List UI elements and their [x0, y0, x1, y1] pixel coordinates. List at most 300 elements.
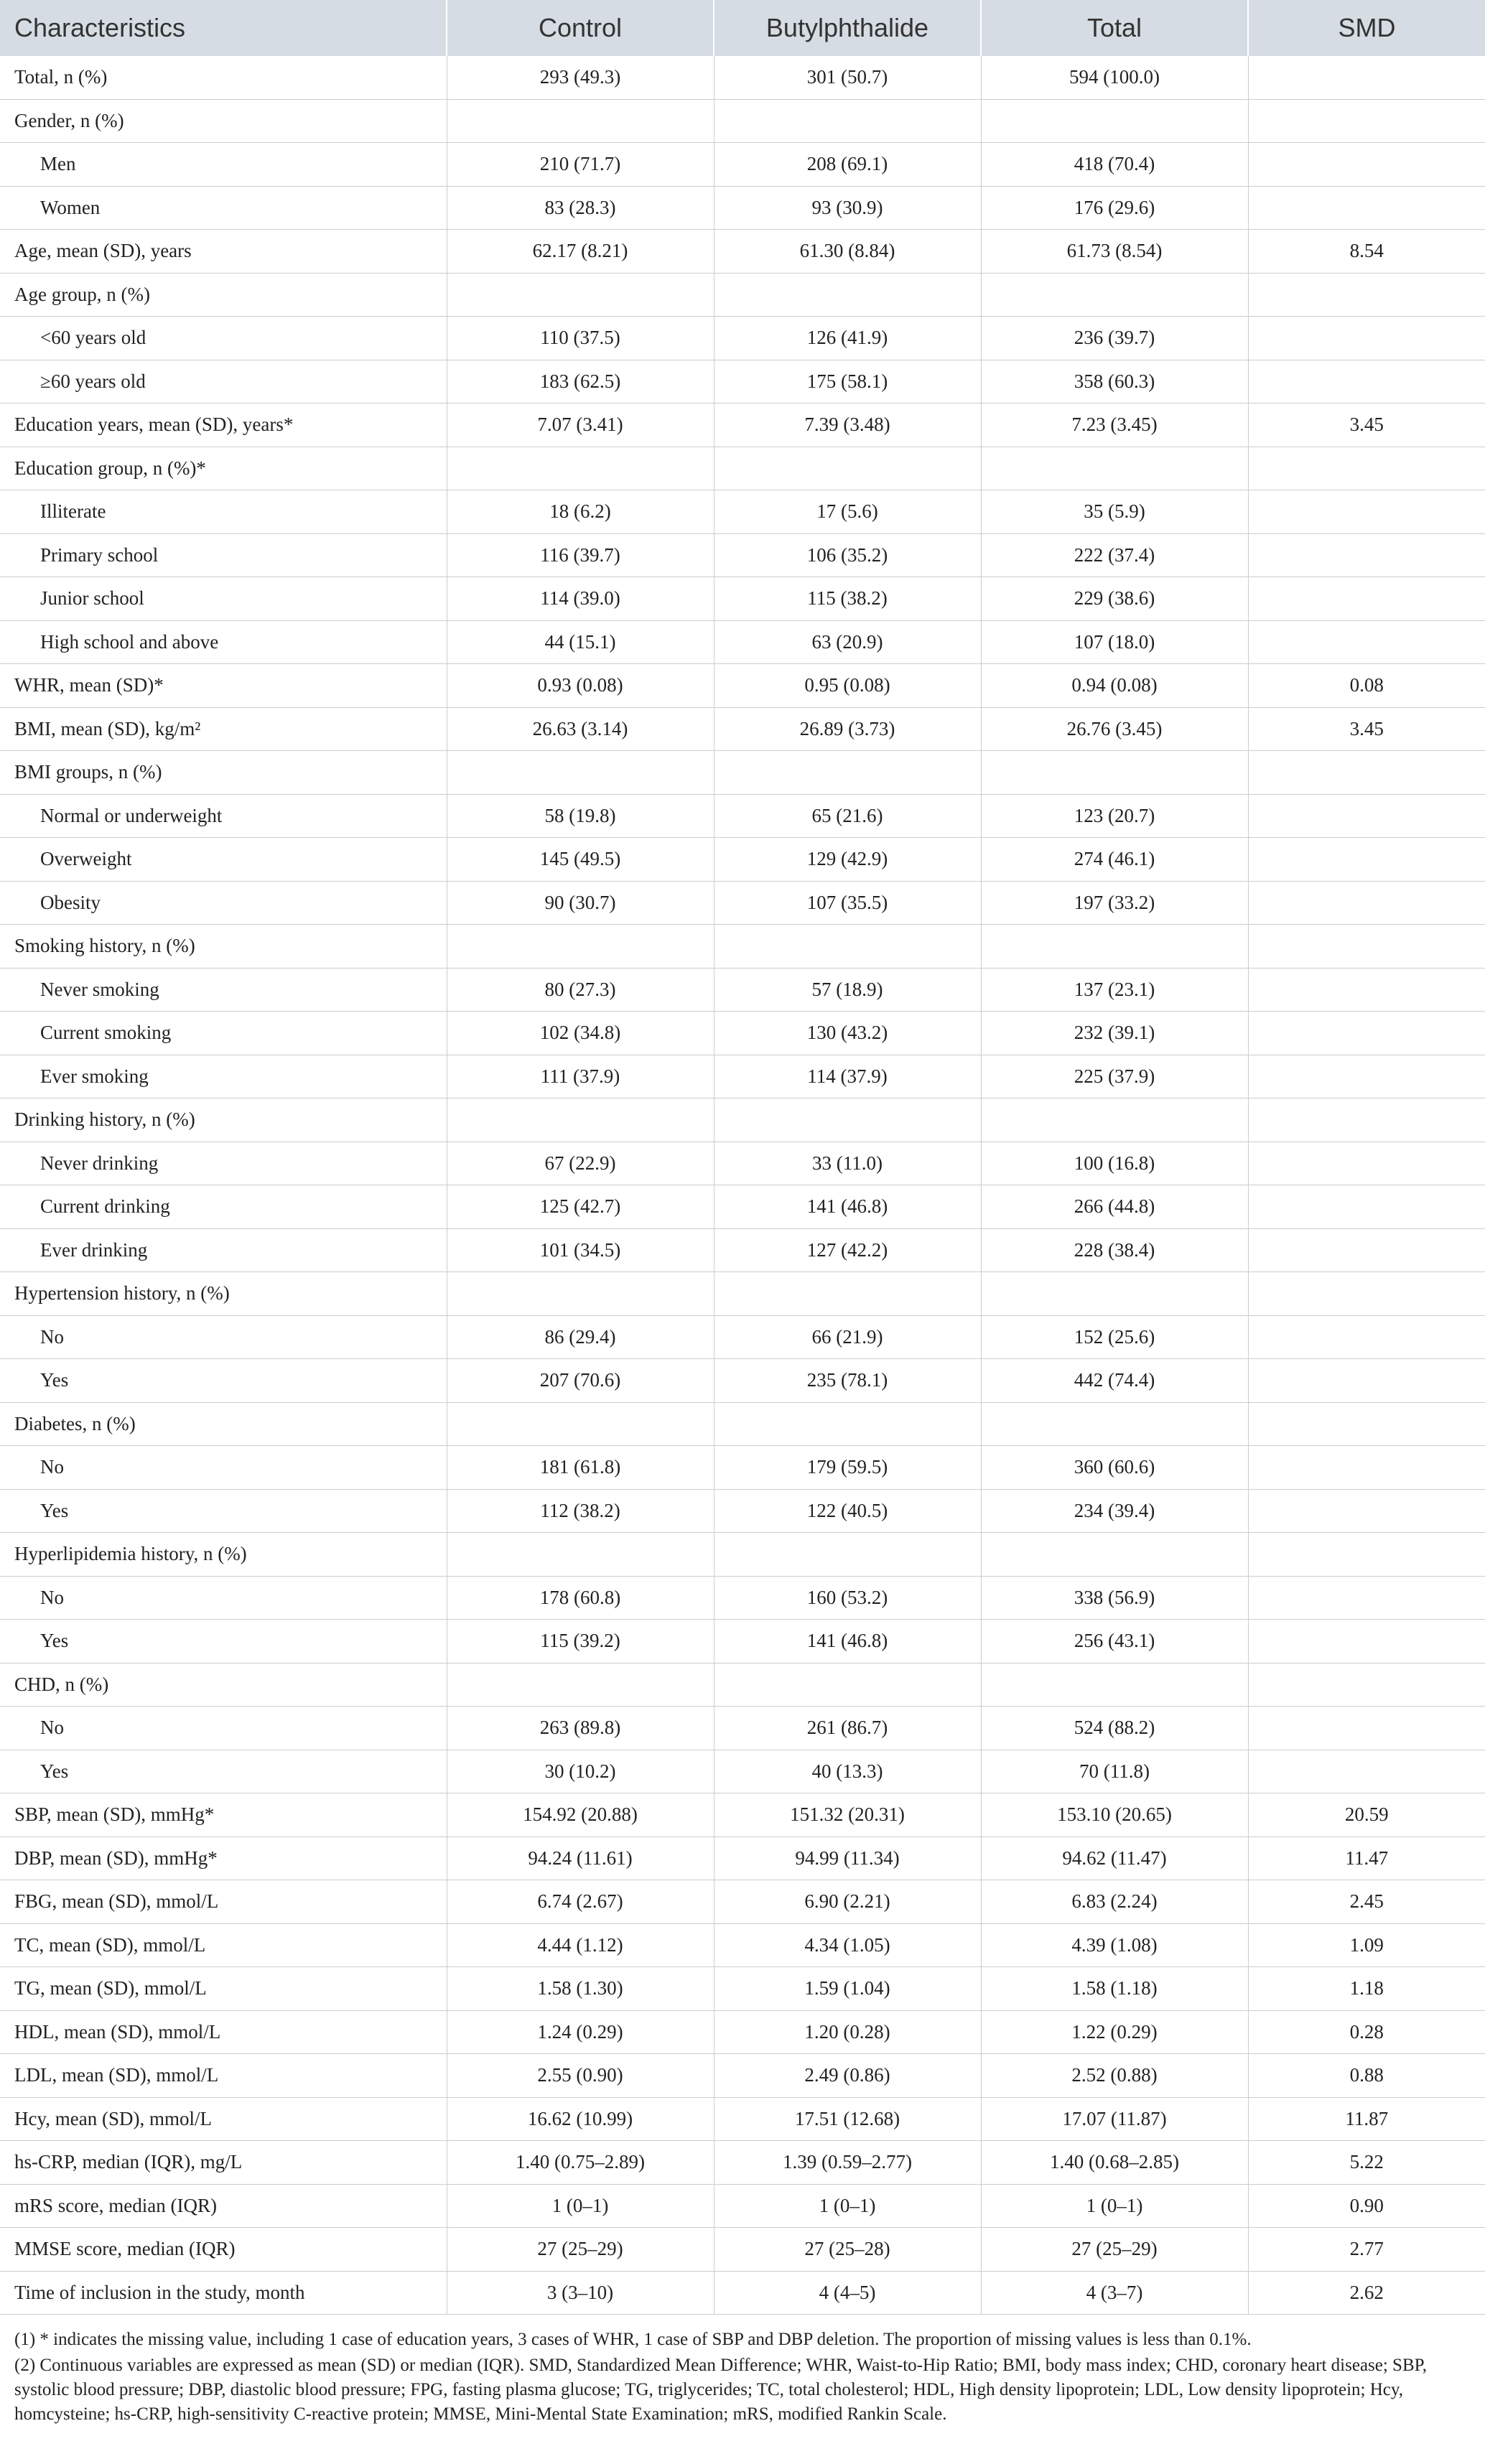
- cell-control: 80 (27.3): [447, 968, 714, 1012]
- cell-butylphthalide: 33 (11.0): [714, 1142, 981, 1185]
- cell-smd: 11.87: [1248, 2097, 1485, 2141]
- table-row: [0, 143, 1485, 187]
- header-butylphthalide: Butylphthalide: [714, 0, 981, 56]
- table-row: [0, 925, 1485, 969]
- table-row: [0, 968, 1485, 1012]
- table-row: [0, 1402, 1485, 1446]
- cell-butylphthalide: 130 (43.2): [714, 1012, 981, 1055]
- table-row: [0, 1793, 1485, 1837]
- cell-butylphthalide: 6.90 (2.21): [714, 1880, 981, 1924]
- cell-total: 0.94 (0.08): [981, 664, 1248, 708]
- cell-control: 90 (30.7): [447, 881, 714, 925]
- cell-total: 594 (100.0): [981, 56, 1248, 99]
- row-label: Education group, n (%)*: [0, 447, 447, 490]
- cell-smd: [1248, 1620, 1485, 1663]
- cell-butylphthalide: 40 (13.3): [714, 1750, 981, 1793]
- table-row: [0, 360, 1485, 403]
- row-label: High school and above: [0, 620, 447, 664]
- cell-total: [981, 1533, 1248, 1577]
- table-row: [0, 881, 1485, 925]
- row-label: Never smoking: [0, 968, 447, 1012]
- cell-control: 0.93 (0.08): [447, 664, 714, 708]
- row-label: Yes: [0, 1620, 447, 1663]
- table-row: [0, 751, 1485, 795]
- row-label: Overweight: [0, 838, 447, 882]
- cell-butylphthalide: [714, 751, 981, 795]
- cell-smd: 1.09: [1248, 1923, 1485, 1967]
- cell-smd: 5.22: [1248, 2141, 1485, 2185]
- cell-smd: 1.18: [1248, 1967, 1485, 2011]
- cell-control: 3 (3–10): [447, 2271, 714, 2315]
- row-label: <60 years old: [0, 317, 447, 360]
- cell-smd: [1248, 1098, 1485, 1142]
- row-label: Drinking history, n (%): [0, 1098, 447, 1142]
- row-label: DBP, mean (SD), mmHg*: [0, 1837, 447, 1880]
- cell-smd: [1248, 273, 1485, 317]
- row-label: Hypertension history, n (%): [0, 1272, 447, 1316]
- row-label: Hcy, mean (SD), mmol/L: [0, 2097, 447, 2141]
- table-row: [0, 1185, 1485, 1229]
- cell-total: [981, 273, 1248, 317]
- cell-total: 6.83 (2.24): [981, 1880, 1248, 1924]
- cell-smd: [1248, 143, 1485, 187]
- cell-butylphthalide: 65 (21.6): [714, 794, 981, 838]
- table-row: [0, 533, 1485, 577]
- cell-butylphthalide: 114 (37.9): [714, 1055, 981, 1098]
- cell-total: 232 (39.1): [981, 1012, 1248, 1055]
- cell-total: [981, 1272, 1248, 1316]
- row-label: Age group, n (%): [0, 273, 447, 317]
- cell-total: 1.40 (0.68–2.85): [981, 2141, 1248, 2185]
- cell-control: 16.62 (10.99): [447, 2097, 714, 2141]
- table-row: [0, 1055, 1485, 1098]
- row-label: No: [0, 1315, 447, 1359]
- cell-butylphthalide: 1.59 (1.04): [714, 1967, 981, 2011]
- cell-control: 6.74 (2.67): [447, 1880, 714, 1924]
- footnote-1: (1) * indicates the missing value, including 1 case of education years, 3 cases of WHR, 1 case of SBP and DBP deletion. The proportion of missing values is less than 0.1%.: [14, 2330, 1252, 2349]
- row-label: Ever drinking: [0, 1228, 447, 1272]
- row-label: Yes: [0, 1750, 447, 1793]
- row-label: Junior school: [0, 577, 447, 621]
- row-label: BMI groups, n (%): [0, 751, 447, 795]
- cell-smd: [1248, 1446, 1485, 1490]
- cell-control: 114 (39.0): [447, 577, 714, 621]
- cell-smd: [1248, 794, 1485, 838]
- row-label: hs-CRP, median (IQR), mg/L: [0, 2141, 447, 2185]
- row-label: Total, n (%): [0, 56, 447, 99]
- table-row: [0, 1228, 1485, 1272]
- table-row: [0, 1750, 1485, 1793]
- cell-butylphthalide: 141 (46.8): [714, 1185, 981, 1229]
- cell-total: 137 (23.1): [981, 968, 1248, 1012]
- cell-total: 274 (46.1): [981, 838, 1248, 882]
- table-header-row: [0, 0, 1485, 56]
- cell-smd: 3.45: [1248, 403, 1485, 447]
- cell-control: 27 (25–29): [447, 2228, 714, 2272]
- cell-control: [447, 1533, 714, 1577]
- row-label: mRS score, median (IQR): [0, 2184, 447, 2228]
- cell-smd: 20.59: [1248, 1793, 1485, 1837]
- cell-total: 1.58 (1.18): [981, 1967, 1248, 2011]
- table-row: [0, 1315, 1485, 1359]
- row-label: Gender, n (%): [0, 99, 447, 143]
- table-row: [0, 273, 1485, 317]
- cell-butylphthalide: 122 (40.5): [714, 1489, 981, 1533]
- cell-butylphthalide: 261 (86.7): [714, 1707, 981, 1750]
- cell-butylphthalide: [714, 1272, 981, 1316]
- row-label: No: [0, 1446, 447, 1490]
- cell-total: 442 (74.4): [981, 1359, 1248, 1403]
- cell-control: 112 (38.2): [447, 1489, 714, 1533]
- cell-total: 26.76 (3.45): [981, 707, 1248, 751]
- cell-butylphthalide: 61.30 (8.84): [714, 230, 981, 274]
- cell-total: 17.07 (11.87): [981, 2097, 1248, 2141]
- cell-total: 229 (38.6): [981, 577, 1248, 621]
- table-row: [0, 1012, 1485, 1055]
- table-row: [0, 317, 1485, 360]
- cell-butylphthalide: 107 (35.5): [714, 881, 981, 925]
- table-row: [0, 1098, 1485, 1142]
- table-row: [0, 2228, 1485, 2272]
- cell-control: 7.07 (3.41): [447, 403, 714, 447]
- cell-total: 228 (38.4): [981, 1228, 1248, 1272]
- cell-smd: [1248, 1576, 1485, 1620]
- cell-butylphthalide: 179 (59.5): [714, 1446, 981, 1490]
- cell-control: 115 (39.2): [447, 1620, 714, 1663]
- row-label: Education years, mean (SD), years*: [0, 403, 447, 447]
- cell-total: 338 (56.9): [981, 1576, 1248, 1620]
- cell-smd: [1248, 1315, 1485, 1359]
- cell-butylphthalide: 63 (20.9): [714, 620, 981, 664]
- header-characteristics: Characteristics: [0, 0, 447, 56]
- cell-butylphthalide: 127 (42.2): [714, 1228, 981, 1272]
- cell-butylphthalide: [714, 1533, 981, 1577]
- row-label: TG, mean (SD), mmol/L: [0, 1967, 447, 2011]
- header-control: Control: [447, 0, 714, 56]
- row-label: Hyperlipidemia history, n (%): [0, 1533, 447, 1577]
- cell-total: 225 (37.9): [981, 1055, 1248, 1098]
- table-row: [0, 2141, 1485, 2185]
- cell-butylphthalide: 1 (0–1): [714, 2184, 981, 2228]
- cell-control: 210 (71.7): [447, 143, 714, 187]
- cell-control: [447, 1272, 714, 1316]
- table-row: [0, 1272, 1485, 1316]
- cell-control: 263 (89.8): [447, 1707, 714, 1750]
- cell-total: [981, 925, 1248, 969]
- cell-control: 125 (42.7): [447, 1185, 714, 1229]
- cell-control: 2.55 (0.90): [447, 2054, 714, 2098]
- row-label: Age, mean (SD), years: [0, 230, 447, 274]
- cell-smd: [1248, 99, 1485, 143]
- cell-total: 70 (11.8): [981, 1750, 1248, 1793]
- cell-total: 1.22 (0.29): [981, 2010, 1248, 2054]
- cell-control: 94.24 (11.61): [447, 1837, 714, 1880]
- table-row: [0, 186, 1485, 230]
- cell-smd: [1248, 447, 1485, 490]
- row-label: CHD, n (%): [0, 1663, 447, 1707]
- cell-smd: [1248, 838, 1485, 882]
- cell-smd: [1248, 1359, 1485, 1403]
- cell-total: [981, 99, 1248, 143]
- table-row: [0, 1359, 1485, 1403]
- table-row: [0, 99, 1485, 143]
- cell-butylphthalide: 115 (38.2): [714, 577, 981, 621]
- cell-total: 107 (18.0): [981, 620, 1248, 664]
- cell-butylphthalide: 175 (58.1): [714, 360, 981, 403]
- cell-total: [981, 1402, 1248, 1446]
- table-row: [0, 230, 1485, 274]
- row-label: Time of inclusion in the study, month: [0, 2271, 447, 2315]
- cell-smd: 0.88: [1248, 2054, 1485, 2098]
- cell-butylphthalide: [714, 925, 981, 969]
- row-label: Obesity: [0, 881, 447, 925]
- cell-butylphthalide: 27 (25–28): [714, 2228, 981, 2272]
- cell-smd: 0.90: [1248, 2184, 1485, 2228]
- cell-butylphthalide: 17.51 (12.68): [714, 2097, 981, 2141]
- cell-smd: 0.08: [1248, 664, 1485, 708]
- row-label: TC, mean (SD), mmol/L: [0, 1923, 447, 1967]
- cell-smd: [1248, 577, 1485, 621]
- cell-total: 27 (25–29): [981, 2228, 1248, 2272]
- row-label: Yes: [0, 1359, 447, 1403]
- cell-butylphthalide: [714, 447, 981, 490]
- cell-total: [981, 1098, 1248, 1142]
- cell-smd: 8.54: [1248, 230, 1485, 274]
- cell-control: [447, 1402, 714, 1446]
- cell-butylphthalide: 2.49 (0.86): [714, 2054, 981, 2098]
- cell-total: [981, 1663, 1248, 1707]
- cell-smd: [1248, 1055, 1485, 1098]
- cell-control: 1.40 (0.75–2.89): [447, 2141, 714, 2185]
- cell-control: 86 (29.4): [447, 1315, 714, 1359]
- row-label: HDL, mean (SD), mmol/L: [0, 2010, 447, 2054]
- table-row: [0, 1142, 1485, 1185]
- cell-butylphthalide: [714, 99, 981, 143]
- cell-butylphthalide: 4.34 (1.05): [714, 1923, 981, 1967]
- cell-smd: [1248, 620, 1485, 664]
- cell-total: 2.52 (0.88): [981, 2054, 1248, 2098]
- cell-control: 110 (37.5): [447, 317, 714, 360]
- cell-smd: [1248, 1533, 1485, 1577]
- row-label: No: [0, 1707, 447, 1750]
- cell-control: 1.58 (1.30): [447, 1967, 714, 2011]
- row-label: No: [0, 1576, 447, 1620]
- cell-total: 61.73 (8.54): [981, 230, 1248, 274]
- cell-butylphthalide: 160 (53.2): [714, 1576, 981, 1620]
- cell-total: 222 (37.4): [981, 533, 1248, 577]
- row-label: Ever smoking: [0, 1055, 447, 1098]
- cell-smd: [1248, 360, 1485, 403]
- cell-smd: 2.45: [1248, 1880, 1485, 1924]
- row-label: Men: [0, 143, 447, 187]
- table-row: [0, 1533, 1485, 1577]
- table-row: [0, 2054, 1485, 2098]
- row-label: FBG, mean (SD), mmol/L: [0, 1880, 447, 1924]
- table-row: [0, 707, 1485, 751]
- cell-butylphthalide: 1.39 (0.59–2.77): [714, 2141, 981, 2185]
- cell-butylphthalide: 94.99 (11.34): [714, 1837, 981, 1880]
- cell-total: 152 (25.6): [981, 1315, 1248, 1359]
- table-row: [0, 794, 1485, 838]
- cell-control: 181 (61.8): [447, 1446, 714, 1490]
- cell-total: 176 (29.6): [981, 186, 1248, 230]
- cell-smd: 2.62: [1248, 2271, 1485, 2315]
- table-footnotes: [0, 2315, 1485, 2427]
- table-row: [0, 490, 1485, 534]
- cell-butylphthalide: [714, 1098, 981, 1142]
- cell-total: 234 (39.4): [981, 1489, 1248, 1533]
- cell-butylphthalide: 57 (18.9): [714, 968, 981, 1012]
- cell-smd: [1248, 1489, 1485, 1533]
- row-label: Diabetes, n (%): [0, 1402, 447, 1446]
- table-row: [0, 2184, 1485, 2228]
- cell-control: 67 (22.9): [447, 1142, 714, 1185]
- header-total: Total: [981, 0, 1248, 56]
- cell-total: 197 (33.2): [981, 881, 1248, 925]
- cell-total: 4.39 (1.08): [981, 1923, 1248, 1967]
- cell-control: 58 (19.8): [447, 794, 714, 838]
- row-label: Women: [0, 186, 447, 230]
- header-smd: SMD: [1248, 0, 1485, 56]
- cell-total: 1 (0–1): [981, 2184, 1248, 2228]
- table-row: [0, 1663, 1485, 1707]
- row-label: Yes: [0, 1489, 447, 1533]
- table-row: [0, 1576, 1485, 1620]
- cell-control: 44 (15.1): [447, 620, 714, 664]
- table-row: [0, 447, 1485, 490]
- cell-smd: [1248, 1402, 1485, 1446]
- cell-control: 111 (37.9): [447, 1055, 714, 1098]
- cell-butylphthalide: 66 (21.9): [714, 1315, 981, 1359]
- cell-total: 256 (43.1): [981, 1620, 1248, 1663]
- cell-butylphthalide: 0.95 (0.08): [714, 664, 981, 708]
- table-row: [0, 1967, 1485, 2011]
- row-label: Never drinking: [0, 1142, 447, 1185]
- cell-butylphthalide: 208 (69.1): [714, 143, 981, 187]
- cell-control: 1 (0–1): [447, 2184, 714, 2228]
- cell-smd: [1248, 1750, 1485, 1793]
- cell-smd: [1248, 1663, 1485, 1707]
- cell-butylphthalide: 151.32 (20.31): [714, 1793, 981, 1837]
- table-row: [0, 838, 1485, 882]
- row-label: BMI, mean (SD), kg/m²: [0, 707, 447, 751]
- cell-smd: 0.28: [1248, 2010, 1485, 2054]
- row-label: SBP, mean (SD), mmHg*: [0, 1793, 447, 1837]
- table-row: [0, 1880, 1485, 1924]
- cell-total: 153.10 (20.65): [981, 1793, 1248, 1837]
- cell-smd: [1248, 490, 1485, 534]
- cell-control: 207 (70.6): [447, 1359, 714, 1403]
- table-row: [0, 577, 1485, 621]
- table-row: [0, 1707, 1485, 1750]
- cell-butylphthalide: 93 (30.9): [714, 186, 981, 230]
- cell-smd: [1248, 533, 1485, 577]
- cell-butylphthalide: 17 (5.6): [714, 490, 981, 534]
- cell-control: 1.24 (0.29): [447, 2010, 714, 2054]
- table-row: [0, 2097, 1485, 2141]
- table-row: [0, 2010, 1485, 2054]
- cell-control: 183 (62.5): [447, 360, 714, 403]
- cell-total: 418 (70.4): [981, 143, 1248, 187]
- cell-smd: [1248, 925, 1485, 969]
- cell-control: 102 (34.8): [447, 1012, 714, 1055]
- cell-butylphthalide: 126 (41.9): [714, 317, 981, 360]
- cell-total: 123 (20.7): [981, 794, 1248, 838]
- cell-smd: 3.45: [1248, 707, 1485, 751]
- table-row: [0, 1489, 1485, 1533]
- cell-control: [447, 1098, 714, 1142]
- row-label: Current smoking: [0, 1012, 447, 1055]
- table-row: [0, 620, 1485, 664]
- cell-smd: 2.77: [1248, 2228, 1485, 2272]
- cell-control: 62.17 (8.21): [447, 230, 714, 274]
- cell-control: [447, 273, 714, 317]
- cell-control: [447, 925, 714, 969]
- cell-total: 4 (3–7): [981, 2271, 1248, 2315]
- cell-smd: 11.47: [1248, 1837, 1485, 1880]
- cell-butylphthalide: 301 (50.7): [714, 56, 981, 99]
- cell-control: 26.63 (3.14): [447, 707, 714, 751]
- cell-smd: [1248, 1272, 1485, 1316]
- cell-smd: [1248, 751, 1485, 795]
- cell-control: 154.92 (20.88): [447, 1793, 714, 1837]
- cell-control: 83 (28.3): [447, 186, 714, 230]
- table-row: [0, 1620, 1485, 1663]
- cell-smd: [1248, 317, 1485, 360]
- cell-total: 524 (88.2): [981, 1707, 1248, 1750]
- cell-butylphthalide: 7.39 (3.48): [714, 403, 981, 447]
- cell-butylphthalide: 26.89 (3.73): [714, 707, 981, 751]
- row-label: Primary school: [0, 533, 447, 577]
- cell-smd: [1248, 968, 1485, 1012]
- table-row: [0, 664, 1485, 708]
- cell-smd: [1248, 56, 1485, 99]
- cell-butylphthalide: 106 (35.2): [714, 533, 981, 577]
- cell-butylphthalide: [714, 1402, 981, 1446]
- cell-control: 145 (49.5): [447, 838, 714, 882]
- cell-total: 100 (16.8): [981, 1142, 1248, 1185]
- cell-butylphthalide: [714, 273, 981, 317]
- cell-smd: [1248, 1012, 1485, 1055]
- cell-control: 293 (49.3): [447, 56, 714, 99]
- cell-butylphthalide: 1.20 (0.28): [714, 2010, 981, 2054]
- cell-control: [447, 99, 714, 143]
- row-label: MMSE score, median (IQR): [0, 2228, 447, 2272]
- row-label: LDL, mean (SD), mmol/L: [0, 2054, 447, 2098]
- table-row: [0, 1837, 1485, 1880]
- row-label: Smoking history, n (%): [0, 925, 447, 969]
- table-body: [0, 56, 1485, 2315]
- cell-smd: [1248, 1707, 1485, 1750]
- cell-total: 7.23 (3.45): [981, 403, 1248, 447]
- cell-butylphthalide: [714, 1663, 981, 1707]
- cell-smd: [1248, 1142, 1485, 1185]
- cell-total: [981, 447, 1248, 490]
- cell-total: 358 (60.3): [981, 360, 1248, 403]
- cell-control: 116 (39.7): [447, 533, 714, 577]
- cell-smd: [1248, 1228, 1485, 1272]
- cell-total: 360 (60.6): [981, 1446, 1248, 1490]
- table-row: [0, 1446, 1485, 1490]
- table-row: [0, 403, 1485, 447]
- cell-butylphthalide: 4 (4–5): [714, 2271, 981, 2315]
- table-row: [0, 56, 1485, 99]
- cell-total: 94.62 (11.47): [981, 1837, 1248, 1880]
- table-row: [0, 1923, 1485, 1967]
- row-label: Current drinking: [0, 1185, 447, 1229]
- table-row: [0, 2271, 1485, 2315]
- cell-control: [447, 1663, 714, 1707]
